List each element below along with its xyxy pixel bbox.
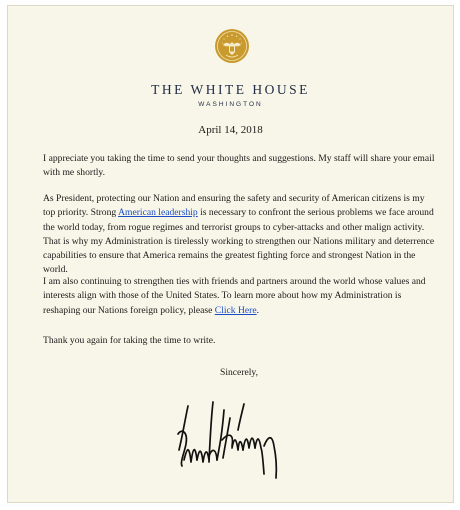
click-here-link[interactable]: Click Here xyxy=(214,304,257,316)
american-leadership-link[interactable]: American leadership xyxy=(118,207,198,219)
paragraph-2-text-start: As President, protecting our Nation and ensuring the safety and security of American citizens is my top priority. Strong xyxy=(43,193,425,219)
letter-date: April 14, 2018 xyxy=(198,124,263,136)
paragraph-1: I appreciate you taking the time to send your thoughts and suggestions. My staff will share your email with me shortly. xyxy=(43,153,435,179)
paragraph-4: Thank you again for taking the time to write. xyxy=(43,335,216,346)
paragraph-3-text-end: . xyxy=(256,304,259,316)
letter-page xyxy=(7,5,454,503)
org-location: WASHINGTON xyxy=(198,101,263,108)
org-name: THE WHITE HOUSE xyxy=(151,82,310,97)
paragraph-3-text-start: I am also continuing to strengthen ties with friends and partners around the world whose values and interests align with those of the United States. To learn more about how my Administration is reshaping our Nations foreign policy, please xyxy=(43,276,426,316)
presidential-seal-icon xyxy=(214,28,250,64)
closing: Sincerely, xyxy=(220,367,259,378)
paragraph-2 xyxy=(43,192,435,278)
paragraph-3 xyxy=(43,275,435,318)
paragraph-2-text-end: is necessary to confront the serious problems we face around the world today, from rogue regimes and terrorist groups to cyber-attacks and other malign activity. That is why my Administration is tirelessly working to strengthen our Nations military and deterrence capabilities to ensure that America remains the greatest fighting force and strongest Nation in the world. xyxy=(43,207,435,276)
signature-icon xyxy=(176,390,292,486)
